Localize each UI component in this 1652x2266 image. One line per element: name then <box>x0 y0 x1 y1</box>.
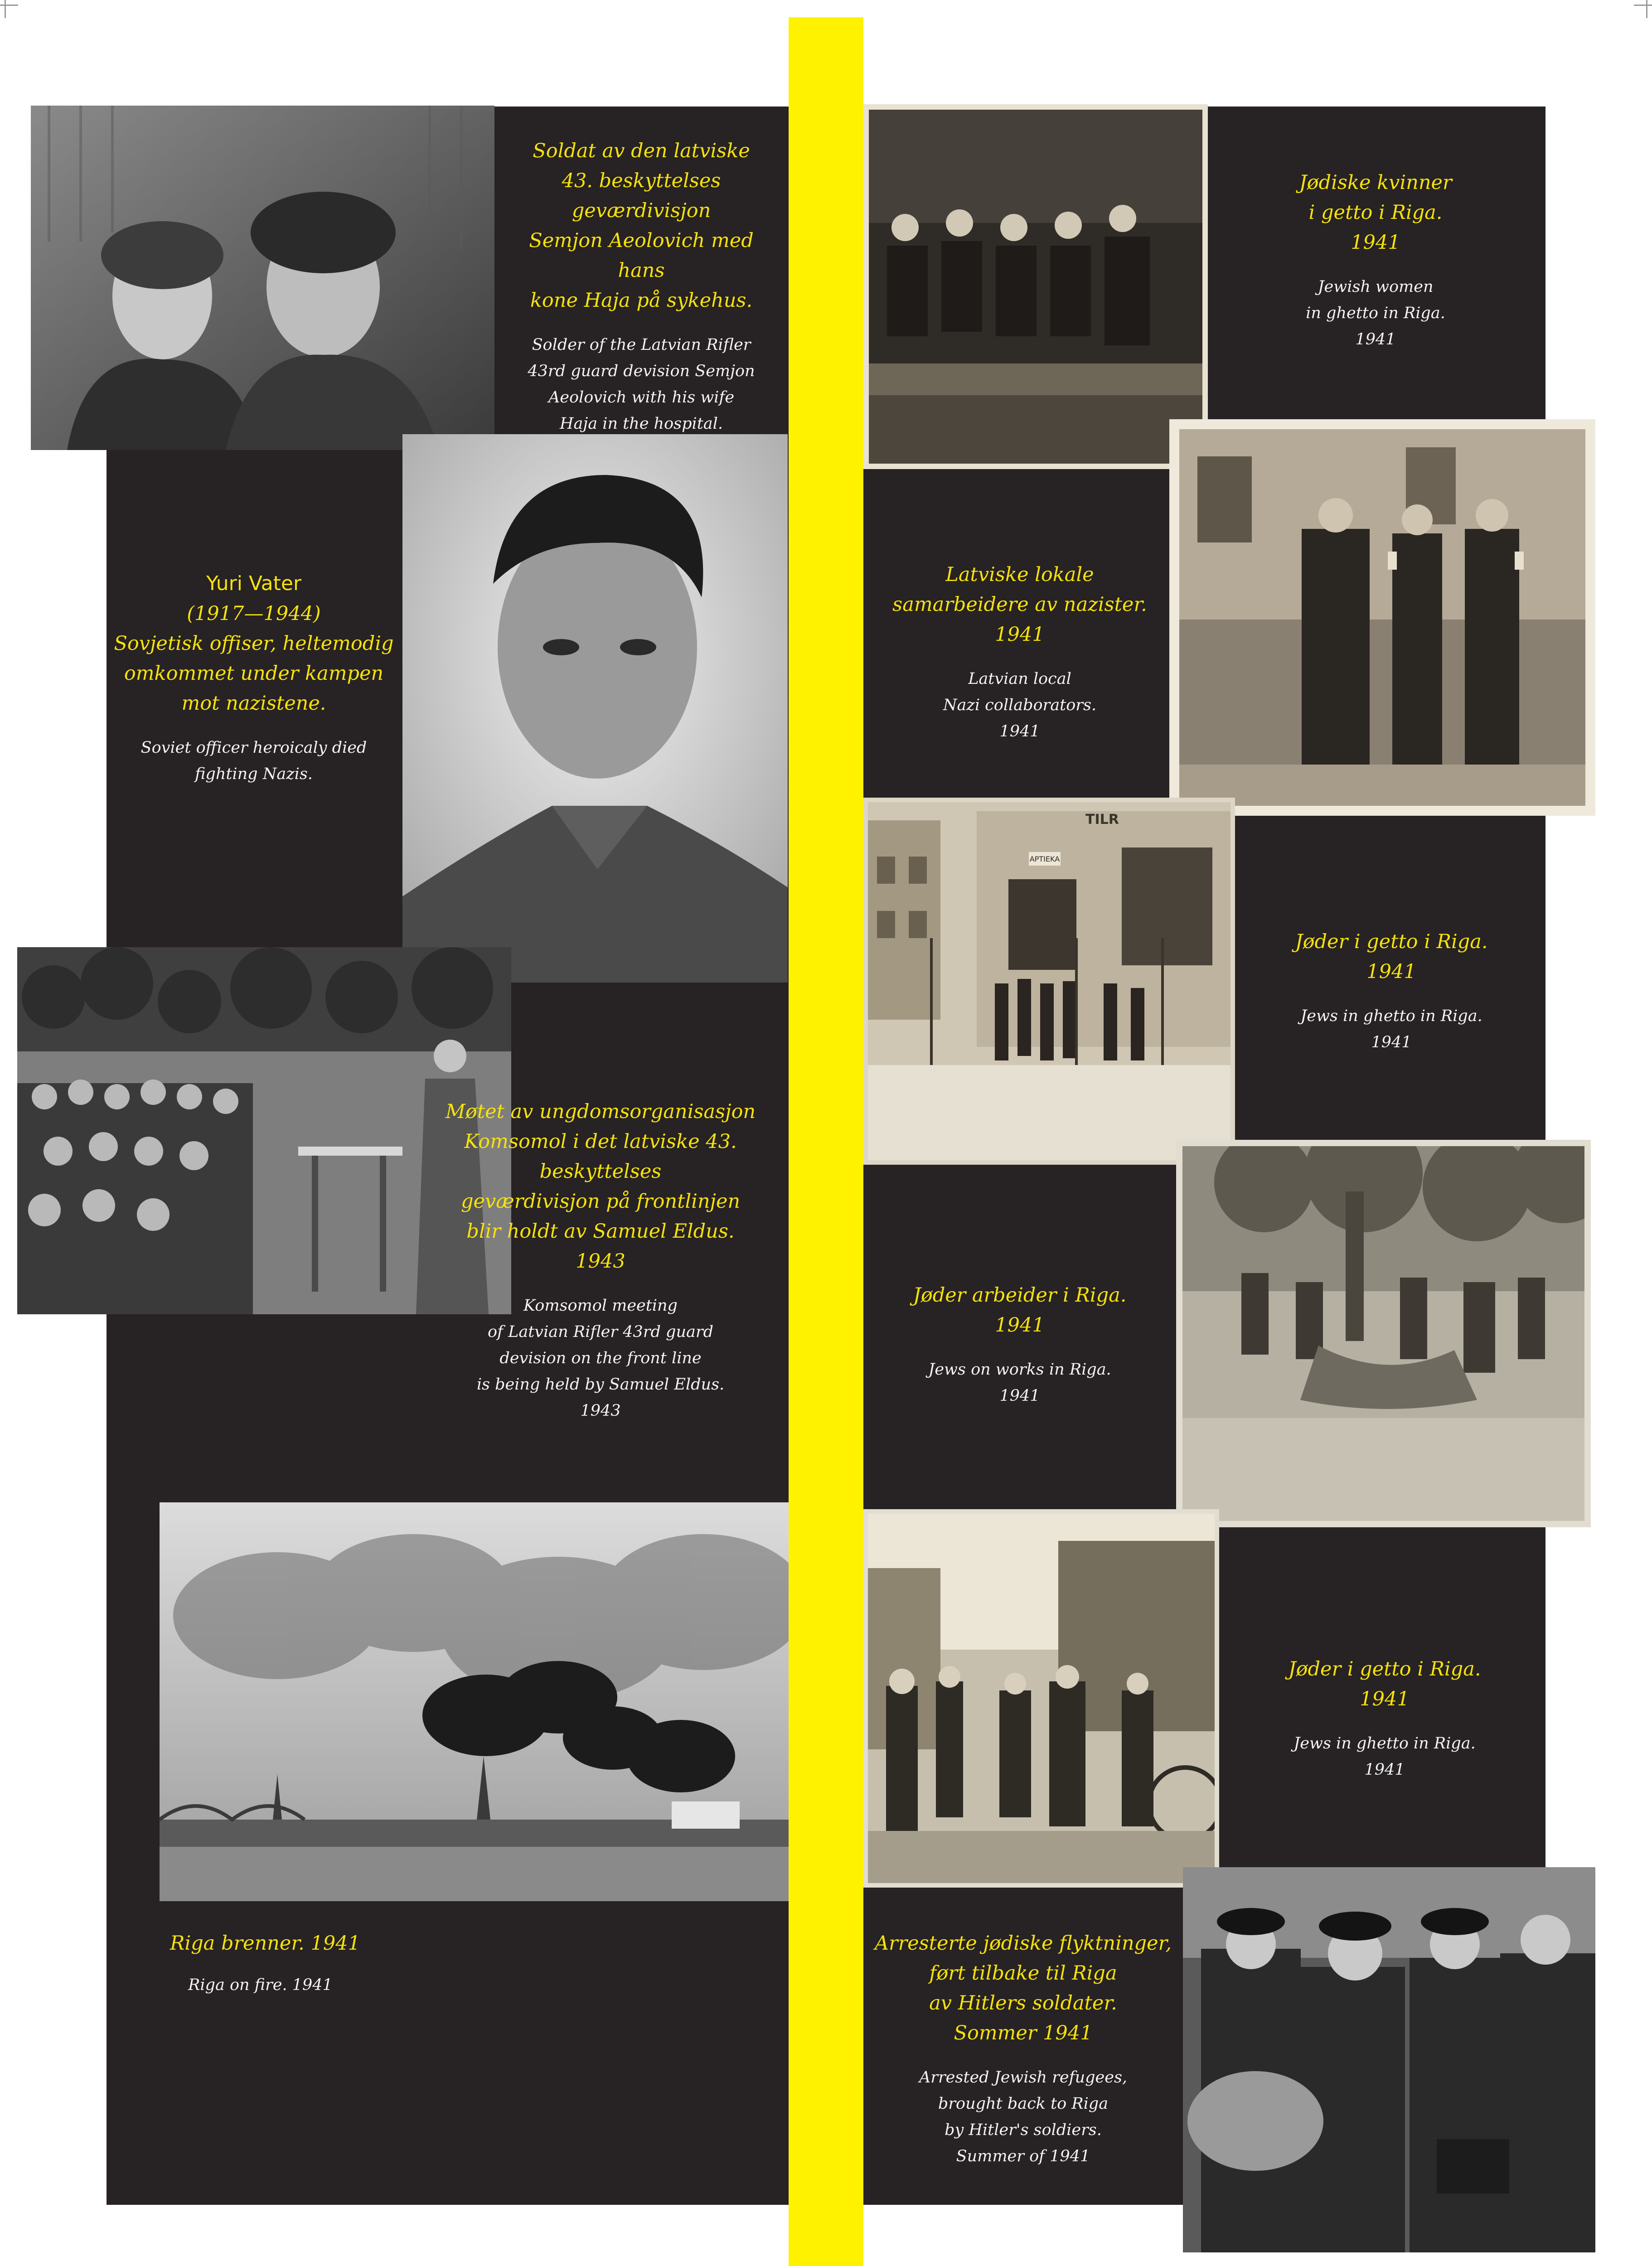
photo-ghetto-street <box>863 1509 1219 1888</box>
caption-norwegian: Jøder i getto i Riga. 1941 <box>1295 930 1488 983</box>
caption-english: Jews on works in Riga. 1941 <box>928 1361 1111 1405</box>
photo-jews-working <box>1176 1140 1591 1527</box>
caption-english: Jewish women in ghetto in Riga. 1941 <box>1306 278 1445 349</box>
photo-ghetto-street-fence <box>863 798 1235 1165</box>
caption-nazi-collaborators <box>870 560 1169 745</box>
crop-mark <box>0 5 18 6</box>
photo-riga-burning <box>160 1502 789 1901</box>
caption-riga-on-fire <box>170 1928 578 1998</box>
caption-norwegian: Riga brenner. 1941 <box>170 1932 360 1955</box>
caption-english: Jews in ghetto in Riga. 1941 <box>1294 1734 1476 1779</box>
building-sign: TILR <box>1085 812 1119 828</box>
caption-norwegian: Latviske lokale samarbeidere av nazister. 1941 <box>892 563 1147 646</box>
caption-semjon-aeolovich <box>503 136 780 437</box>
caption-english: Latvian local Nazi collaborators. 1941 <box>943 670 1097 741</box>
caption-arrested-refugees <box>868 1928 1178 2169</box>
photo-arrested-refugees <box>1183 1867 1595 2252</box>
photo-yuri-vater-portrait <box>402 434 788 983</box>
caption-norwegian: Jøder arbeider i Riga. 1941 <box>913 1284 1127 1336</box>
crop-mark <box>5 0 6 18</box>
caption-norwegian: Jøder i getto i Riga. 1941 <box>1288 1658 1481 1710</box>
caption-english: Jews in ghetto in Riga. 1941 <box>1300 1007 1482 1051</box>
photo-soldier-with-wife <box>31 106 494 450</box>
apteka-sign: APTIEKA <box>1029 855 1060 863</box>
caption-english: Riga on fire. 1941 <box>188 1976 333 1994</box>
photo-nazi-collaborators <box>1169 419 1595 816</box>
caption-english: Arrested Jewish refugees, brought back to Riga by Hitler's soldiers. Summer of 1941 <box>919 2068 1128 2165</box>
caption-jews-in-ghetto-2 <box>1228 1654 1541 1783</box>
caption-yuri-vater <box>113 569 394 787</box>
person-name: Yuri Vater <box>206 572 302 595</box>
caption-english: Solder of the Latvian Rifler 43rd guard devision Semjon Aeolovich with his wife Haja in the hospital. <box>528 336 755 433</box>
caption-jewish-women <box>1215 168 1536 353</box>
caption-norwegian: Arresterte jødiske flyktninger, ført tilbake til Riga av Hitlers soldater. Sommer 1941 <box>874 1932 1172 2044</box>
caption-jews-working <box>870 1280 1169 1409</box>
crop-mark <box>1634 5 1652 6</box>
caption-jews-in-ghetto-1 <box>1242 927 1541 1056</box>
caption-norwegian: (1917—1944) Sovjetisk offiser, heltemodig omkommet under kampen mot nazistene. <box>114 602 394 715</box>
photo-jewish-women <box>863 104 1208 469</box>
caption-norwegian: Møtet av ungdomsorganisasjon Komsomol i det latviske 43. beskyttelses geværdivisjon på frontlinjen blir holdt av Samuel Eldus. 1943 <box>445 1100 756 1273</box>
caption-norwegian: Soldat av den latviske 43. beskyttelses geværdivisjon Semjon Aeolovich med hans kone Haja på sykehus. <box>529 140 754 312</box>
caption-english: Komsomol meeting of Latvian Rifler 43rd guard devision on the front line is being held by Samuel Eldus. 1943 <box>476 1297 725 1420</box>
caption-norwegian: Jødiske kvinner i getto i Riga. 1941 <box>1299 171 1452 254</box>
caption-english: Soviet officer heroicaly died fighting Nazis. <box>140 739 367 783</box>
yellow-accent-stripe <box>789 17 863 2266</box>
caption-komsomol-meeting <box>417 1097 784 1424</box>
crop-mark <box>1646 0 1647 18</box>
